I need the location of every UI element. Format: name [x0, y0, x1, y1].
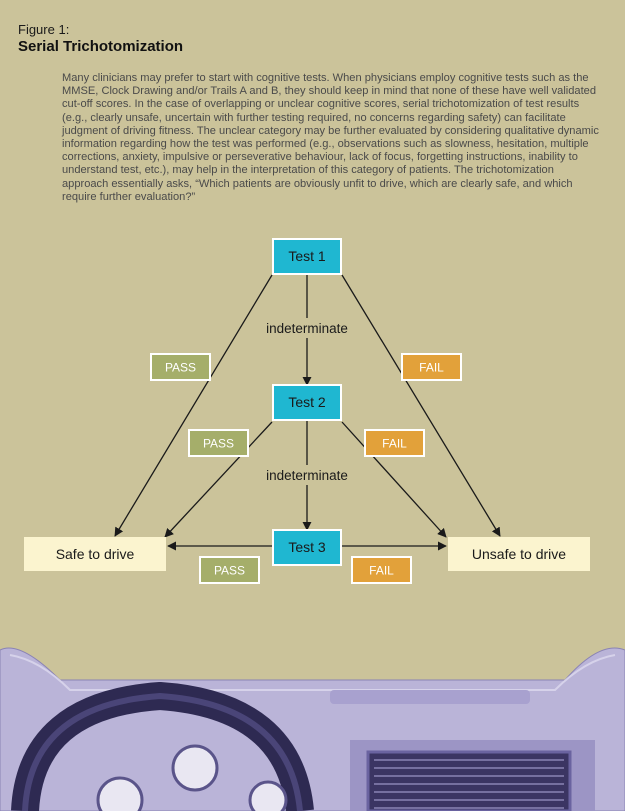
intro-paragraph: Many clinicians may prefer to start with cognitive tests. When physicians employ cognitive tests such as the MMSE, Clock Drawing and/or Trails A and B, they should keep in mind that none of these have well validated cut-off scores. In the case of overlapping or unclear cognitive scores, serial trichotomization of test results (e.g., clearly unsafe, uncertain with further testing required, no concerns regarding safety) can facilitate judgment of driving fitness. The unclear category may be further evaluated by considering qualitative dynamic information regarding how the test was performed (e.g., observations such as slowness, hesitation, multiple corrections, anxiety, impulsive or perseverative behaviour, lack of focus, forgetting instructions, inability to understand test, etc.), may help in the interpretation of this category of patients. The trichotomization approach essentially asks, “Which patients are obviously unfit to drive, which are clearly safe, and which require further evaluation?” [62, 72, 599, 203]
gauge-center [173, 746, 217, 790]
node-unsafe-to-drive-label: Unsafe to drive [471, 546, 567, 562]
fail-label-3 [352, 557, 411, 583]
fail-label-3-text: FAIL [369, 563, 394, 578]
indeterminate-label-1: indeterminate [266, 321, 348, 336]
figure-title: Serial Trichotomization [18, 38, 184, 55]
gauge-right [250, 782, 286, 811]
node-test-2-label: Test 2 [288, 394, 326, 410]
node-safe-to-drive-label: Safe to drive [55, 546, 135, 562]
indeterminate-label-2: indeterminate [266, 468, 348, 483]
edge-test1-to-unsafe [342, 275, 500, 536]
fail-label-1-text: FAIL [419, 360, 444, 375]
pass-label-3 [200, 557, 259, 583]
node-test-1-label: Test 1 [288, 248, 326, 264]
dashboard-panel [330, 690, 530, 704]
node-test-1 [273, 239, 341, 274]
fail-label-2 [365, 430, 424, 456]
fail-label-2-text: FAIL [382, 436, 407, 451]
pass-label-1-text: PASS [164, 360, 197, 375]
node-test-2 [273, 385, 341, 420]
node-test-3 [273, 530, 341, 565]
car-interior-illustration [0, 648, 625, 811]
edge-test1-to-safe [115, 275, 272, 536]
pass-label-1 [151, 354, 210, 380]
pass-label-3-text: PASS [213, 563, 246, 578]
node-safe-to-drive [24, 537, 166, 571]
pass-label-2 [189, 430, 248, 456]
fail-label-1 [402, 354, 461, 380]
node-test-3-label: Test 3 [288, 539, 326, 555]
pass-label-2-text: PASS [202, 436, 235, 451]
figure-label: Figure 1: [18, 22, 70, 37]
node-unsafe-to-drive [448, 537, 590, 571]
air-vent-icon [368, 752, 570, 811]
gauge-left [98, 778, 142, 811]
